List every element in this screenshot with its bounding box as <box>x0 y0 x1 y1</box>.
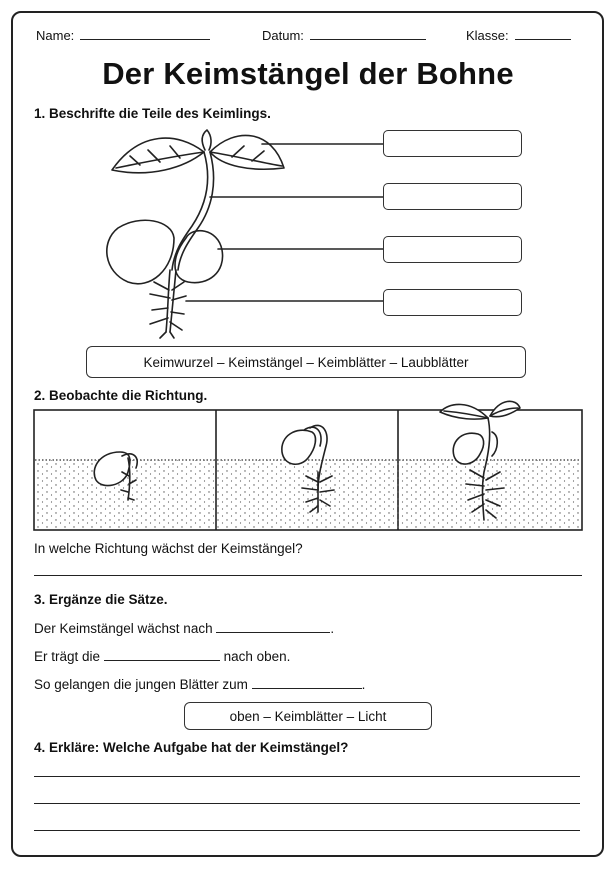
page-title: Der Keimstängel der Bohne <box>102 56 514 91</box>
sentence-2-start: Er trägt die <box>34 649 101 664</box>
task1-heading: 1. Beschrifte die Teile des Keimlings. <box>34 106 271 121</box>
task3-heading: 3. Ergänze die Sätze. <box>34 592 168 607</box>
sentence-1 <box>34 620 334 636</box>
sentence-3 <box>34 676 365 692</box>
label-box-4[interactable] <box>383 289 522 316</box>
task4-answer-line-3[interactable] <box>34 830 580 831</box>
label-box-1[interactable] <box>383 130 522 157</box>
date-line[interactable] <box>310 27 426 40</box>
sentence-2-end: nach oben. <box>223 649 291 664</box>
name-field[interactable] <box>36 27 210 43</box>
date-label: Datum: <box>262 28 304 43</box>
task4-answer-line-2[interactable] <box>34 803 580 804</box>
label-box-2[interactable] <box>383 183 522 210</box>
sentence-2-blank[interactable] <box>104 648 220 661</box>
task4-answer-line-1[interactable] <box>34 776 580 777</box>
sentence-1-blank[interactable] <box>216 620 330 633</box>
word-bank-2: oben – Keimblätter – Licht <box>184 702 432 730</box>
name-line[interactable] <box>80 27 210 40</box>
task4-heading: 4. Erkläre: Welche Aufgabe hat der Keimstängel? <box>34 740 349 755</box>
name-label: Name: <box>36 28 75 43</box>
class-line[interactable] <box>515 27 571 40</box>
sentence-2 <box>34 648 290 664</box>
date-field[interactable] <box>262 27 426 43</box>
task2-heading: 2. Beobachte die Richtung. <box>34 388 208 403</box>
sentence-1-end: . <box>330 621 335 636</box>
sentence-3-blank[interactable] <box>252 676 362 689</box>
task2-answer-line[interactable] <box>34 575 582 576</box>
sentence-3-start: So gelangen die jungen Blätter zum <box>34 677 248 692</box>
word-bank-1: Keimwurzel – Keimstängel – Keimblätter – Laubblätter <box>86 346 526 378</box>
sentence-1-start: Der Keimstängel wächst nach <box>34 621 213 636</box>
class-field[interactable] <box>466 27 571 43</box>
sentence-3-end: . <box>361 677 366 692</box>
class-label: Klasse: <box>466 28 509 43</box>
task2-question: In welche Richtung wächst der Keimstängel? <box>34 541 303 556</box>
label-box-3[interactable] <box>383 236 522 263</box>
